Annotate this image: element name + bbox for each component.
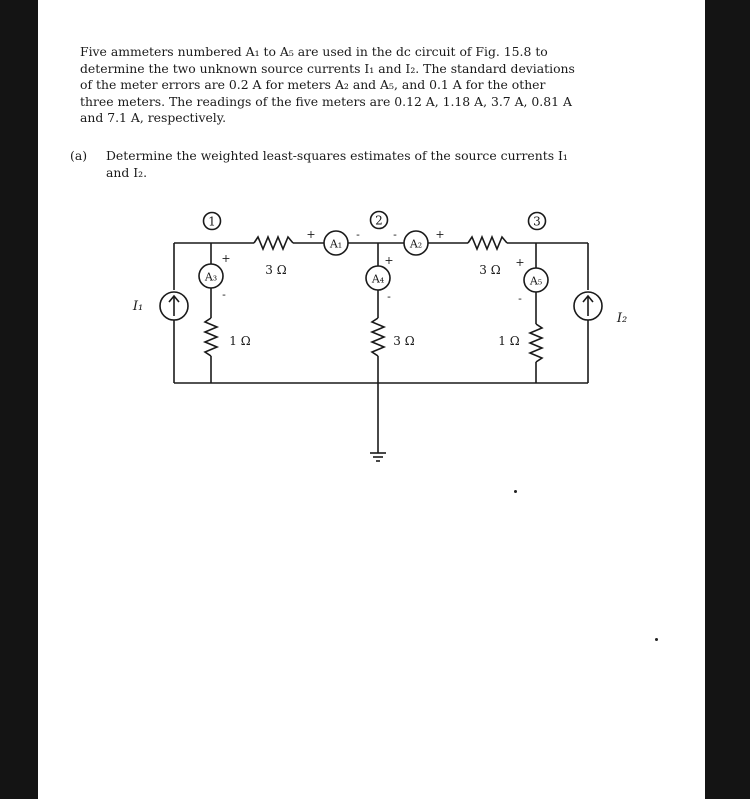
polarity-minus: - (393, 228, 397, 241)
problem-line: three meters. The readings of the five meters are 0.12 A, 1.18 A, 3.7 A, 0.81 A (80, 93, 572, 109)
problem-line: and 7.1 A, respectively. (80, 110, 227, 126)
polarity-plus: + (221, 252, 231, 265)
source-i1-label: I₁ (132, 299, 144, 314)
polarity-minus: - (387, 290, 391, 303)
polarity-minus: - (518, 292, 522, 305)
polarity-plus: + (384, 254, 394, 267)
question-label: (a) (70, 148, 88, 163)
resistor-r2g (372, 318, 384, 356)
ammeter-a5-label: A₅ (529, 274, 543, 288)
resistor-r1g (205, 318, 217, 356)
source-i2-label: I₂ (616, 311, 628, 326)
problem-line: determine the two unknown source currents I₁ and I₂. The standard deviations (80, 60, 575, 76)
resistor-r23 (468, 237, 507, 249)
ammeter-a3-label: A₃ (204, 270, 218, 284)
resistor-r2g-value: 3 Ω (393, 334, 415, 348)
stray-dot (514, 490, 517, 493)
polarity-plus: + (306, 228, 316, 241)
resistor-r12 (254, 237, 293, 249)
polarity-minus: - (222, 288, 226, 301)
node-2-label: 2 (375, 213, 383, 228)
stray-dot (655, 638, 658, 641)
problem-line: of the meter errors are 0.2 A for meters A₂ and A₅, and 0.1 A for the other (80, 77, 546, 93)
ammeter-a4-label: A₄ (371, 272, 385, 286)
ammeter-a1-label: A₁ (329, 237, 343, 251)
ammeter-a2-label: A₂ (409, 237, 423, 251)
resistor-r12-value: 3 Ω (265, 263, 287, 277)
polarity-minus: - (356, 228, 360, 241)
question-line: and I₂. (106, 164, 148, 180)
resistor-r3g (530, 324, 542, 362)
problem-line: Five ammeters numbered A₁ to A₅ are used in the dc circuit of Fig. 15.8 to (80, 44, 548, 59)
resistor-r1g-value: 1 Ω (229, 334, 251, 348)
node-3-label: 3 (533, 214, 541, 229)
resistor-r23-value: 3 Ω (479, 263, 501, 277)
polarity-plus: + (435, 228, 445, 241)
question-line: Determine the weighted least-squares estimates of the source currents I₁ (106, 148, 568, 163)
node-1-label: 1 (208, 214, 216, 229)
resistor-r3g-value: 1 Ω (498, 334, 520, 348)
polarity-plus: + (515, 256, 525, 269)
